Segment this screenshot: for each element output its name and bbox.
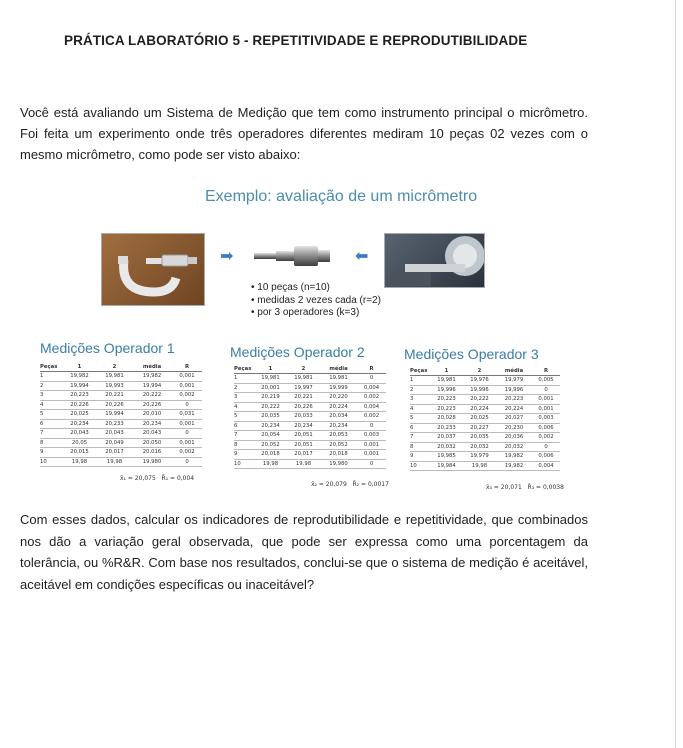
col-header: média (132, 362, 172, 372)
table-cell: 0,004 (532, 461, 560, 471)
table-cell: 19,981 (287, 374, 320, 384)
table-cell: 6 (410, 423, 430, 433)
table-cell: 4 (410, 404, 430, 414)
table-cell: 19,994 (97, 410, 132, 420)
col-header: média (496, 366, 532, 376)
table-cell: 20,043 (62, 429, 97, 439)
table-row (234, 440, 386, 450)
table-row (40, 448, 202, 458)
table-row (410, 452, 560, 462)
table-cell: 19,982 (132, 372, 172, 382)
table-row (234, 412, 386, 422)
col-header: R (172, 362, 202, 372)
table-cell: 19,981 (97, 372, 132, 382)
table-cell: 9 (40, 448, 62, 458)
table-cell: 20,230 (496, 423, 532, 433)
arrow-right-icon: ➡ (220, 248, 234, 265)
table-cell: 19,982 (62, 372, 97, 382)
col-header: Peças (40, 362, 62, 372)
bullet-parts: • 10 peças (n=10) (251, 282, 381, 295)
table-cell: 19,996 (463, 385, 496, 395)
table-cell: 20,224 (463, 404, 496, 414)
table-row (40, 419, 202, 429)
table-cell: 20,224 (320, 402, 357, 412)
table-row (410, 395, 560, 405)
table-cell: 20,054 (254, 431, 287, 441)
table-cell: 0,004 (357, 402, 386, 412)
col-header: 2 (463, 366, 496, 376)
table-cell: 19,996 (430, 385, 463, 395)
table-cell: 8 (40, 438, 62, 448)
table-cell: 1 (40, 372, 62, 382)
table-row (40, 372, 202, 382)
table-row (234, 393, 386, 403)
table-cell: 20,222 (132, 391, 172, 401)
table-cell: 5 (40, 410, 62, 420)
table-cell: 19,980 (132, 457, 172, 467)
table-cell: 20,051 (287, 431, 320, 441)
table-cell: 10 (410, 461, 430, 471)
table-cell: 4 (40, 400, 62, 410)
table-cell: 3 (410, 395, 430, 405)
table-cell: 0,005 (532, 376, 560, 386)
col-header: 2 (97, 362, 132, 372)
table-cell: 0,003 (357, 431, 386, 441)
table-cell: 20,226 (97, 400, 132, 410)
table-row (40, 410, 202, 420)
col-header: 1 (254, 364, 287, 374)
table-row (40, 429, 202, 439)
table-cell: 0 (357, 459, 386, 469)
table-cell: 19,98 (62, 457, 97, 467)
table-cell: 20,234 (62, 419, 97, 429)
table-cell: 20,233 (97, 419, 132, 429)
operator-2-mean: x̄₂ = 20,079 (311, 481, 347, 488)
table-cell: 20,018 (320, 450, 357, 460)
operator-3-table (410, 366, 560, 471)
table-cell: 7 (410, 433, 430, 443)
table-cell: 9 (234, 450, 254, 460)
table-cell: 20,027 (496, 414, 532, 424)
table-cell: 20,015 (62, 448, 97, 458)
table-cell: 8 (410, 442, 430, 452)
col-header: 1 (62, 362, 97, 372)
table-cell: 19,980 (320, 459, 357, 469)
table-cell: 19,98 (97, 457, 132, 467)
table-cell: 19,981 (320, 374, 357, 384)
table-cell: 20,032 (430, 442, 463, 452)
table-cell: 0,001 (532, 404, 560, 414)
table-cell: 0 (532, 442, 560, 452)
table-cell: 20,051 (287, 440, 320, 450)
table-cell: 7 (234, 431, 254, 441)
col-header: Peças (234, 364, 254, 374)
micrometer-photo (101, 233, 205, 306)
table-row (234, 450, 386, 460)
table-cell: 0,002 (532, 433, 560, 443)
table-cell: 20,226 (62, 400, 97, 410)
table-cell: 0,001 (357, 450, 386, 460)
table-cell: 20,220 (320, 393, 357, 403)
table-row (410, 376, 560, 386)
table-cell: 20,053 (320, 431, 357, 441)
table-cell: 20,017 (287, 450, 320, 460)
table-cell: 20,222 (463, 395, 496, 405)
table-cell: 20,226 (287, 402, 320, 412)
table-cell: 19,994 (132, 381, 172, 391)
table-row (410, 442, 560, 452)
operator-1-title: Medições Operador 1 (40, 340, 175, 356)
operator-3-range: R̄₃ = 0,0038 (527, 484, 564, 491)
table-cell: 20,052 (320, 440, 357, 450)
table-cell: 0,002 (172, 391, 202, 401)
table-cell: 2 (234, 383, 254, 393)
table-cell: 0,002 (172, 448, 202, 458)
table-cell: 20,219 (254, 393, 287, 403)
operator-3-title: Medições Operador 3 (404, 346, 539, 362)
table-cell: 6 (234, 421, 254, 431)
table-row (410, 423, 560, 433)
table-row (410, 433, 560, 443)
table-cell: 0,004 (357, 383, 386, 393)
table-cell: 20,234 (132, 419, 172, 429)
table-cell: 20,224 (496, 404, 532, 414)
table-cell: 0 (532, 385, 560, 395)
operator-1-table (40, 362, 202, 467)
table-cell: 20,035 (463, 433, 496, 443)
page-border (675, 0, 676, 748)
table-row (410, 461, 560, 471)
table-cell: 10 (234, 459, 254, 469)
col-header: Peças (410, 366, 430, 376)
table-cell: 20,028 (430, 414, 463, 424)
table-cell: 7 (40, 429, 62, 439)
table-cell: 0,031 (172, 410, 202, 420)
operator-2-table (234, 364, 386, 469)
bullet-repeats: • medidas 2 vezes cada (r=2) (251, 295, 381, 308)
table-cell: 20,043 (132, 429, 172, 439)
operator-3-mean: x̄₃ = 20,071 (486, 484, 522, 491)
table-cell: 20,050 (132, 438, 172, 448)
table-cell: 0,001 (172, 438, 202, 448)
table-row (410, 404, 560, 414)
table-cell: 20,034 (320, 412, 357, 422)
table-cell: 19,985 (430, 452, 463, 462)
table-cell: 19,979 (463, 452, 496, 462)
table-cell: 1 (234, 374, 254, 384)
table-row (234, 431, 386, 441)
table-cell: 0 (172, 429, 202, 439)
table-cell: 20,016 (132, 448, 172, 458)
table-cell: 0 (357, 421, 386, 431)
table-cell: 20,234 (254, 421, 287, 431)
table-cell: 20,037 (430, 433, 463, 443)
table-cell: 19,997 (287, 383, 320, 393)
workpiece-shaft (254, 241, 332, 271)
table-cell: 20,033 (287, 412, 320, 422)
table-cell: 0 (357, 374, 386, 384)
example-title: Exemplo: avaliação de um micrômetro (205, 188, 478, 205)
experiment-bullets (251, 282, 381, 320)
table-cell: 20,227 (463, 423, 496, 433)
table-cell: 3 (40, 391, 62, 401)
table-cell: 5 (234, 412, 254, 422)
table-cell: 19,98 (463, 461, 496, 471)
table-cell: 19,98 (287, 459, 320, 469)
table-cell: 20,025 (62, 410, 97, 420)
table-cell: 0,002 (357, 393, 386, 403)
col-header: R (357, 364, 386, 374)
table-cell: 20,043 (97, 429, 132, 439)
operator-2-range: R̄₂ = 0,0017 (352, 481, 389, 488)
table-row (40, 438, 202, 448)
table-cell: 0,003 (532, 414, 560, 424)
table-cell: 4 (234, 402, 254, 412)
table-row (234, 374, 386, 384)
table-cell: 0,002 (357, 412, 386, 422)
operator-1-summary (120, 475, 194, 482)
table-cell: 0,001 (532, 395, 560, 405)
table-row (40, 400, 202, 410)
operator-2-title: Medições Operador 2 (230, 344, 365, 360)
table-cell: 20,234 (287, 421, 320, 431)
table-cell: 20,226 (132, 400, 172, 410)
table-cell: 0,006 (532, 452, 560, 462)
question-paragraph: Com esses dados, calcular os indicadores de reprodutibilidade e repetitividade, que combinados nos dão a variação geral observada, que pode ser expressa como uma porcentagem da tolerância, ou %R&R. Com base nos resultados, conclui-se que o sistema de medição é aceitável, aceitável em condições específicas ou inaceitável? (20, 512, 588, 592)
table-cell: 19,982 (496, 461, 532, 471)
col-header: média (320, 364, 357, 374)
table-cell: 20,049 (97, 438, 132, 448)
operator-1-mean: x̄₁ = 20,075 (120, 475, 156, 482)
table-row (40, 381, 202, 391)
table-cell: 20,001 (254, 383, 287, 393)
table-cell: 19,981 (254, 374, 287, 384)
table-cell: 20,233 (430, 423, 463, 433)
table-cell: 19,976 (463, 376, 496, 386)
table-cell: 19,981 (430, 376, 463, 386)
col-header: R (532, 366, 560, 376)
col-header: 1 (430, 366, 463, 376)
table-cell: 20,223 (430, 404, 463, 414)
table-cell: 20,223 (62, 391, 97, 401)
table-cell: 19,982 (496, 452, 532, 462)
arrow-left-icon: ⬅ (355, 248, 369, 265)
table-cell: 19,996 (496, 385, 532, 395)
table-cell: 3 (234, 393, 254, 403)
intro-paragraph: Você está avaliando um Sistema de Medição que tem como instrumento principal o micrômetro. Foi feita um experimento onde três operadores diferentes mediram 10 peças 02 vezes com o mesmo micrômetro, como pode ser visto abaixo: (20, 105, 588, 162)
table-cell: 0 (172, 400, 202, 410)
table-cell: 19,979 (496, 376, 532, 386)
table-cell: 5 (410, 414, 430, 424)
table-cell: 20,222 (254, 402, 287, 412)
table-cell: 0,001 (172, 381, 202, 391)
table-row (234, 421, 386, 431)
table-cell: 20,05 (62, 438, 97, 448)
table-row (234, 402, 386, 412)
table-cell: 19,994 (62, 381, 97, 391)
table-row (410, 414, 560, 424)
table-cell: 19,98 (254, 459, 287, 469)
table-cell: 19,993 (97, 381, 132, 391)
table-cell: 10 (40, 457, 62, 467)
table-row (410, 385, 560, 395)
table-cell: 20,223 (496, 395, 532, 405)
table-cell: 20,010 (132, 410, 172, 420)
table-cell: 0,006 (532, 423, 560, 433)
table-cell: 20,032 (496, 442, 532, 452)
page-title: PRÁTICA LABORATÓRIO 5 - REPETITIVIDADE E REPRODUTIBILIDADE (64, 33, 528, 48)
bullet-operators: • por 3 operadores (k=3) (251, 307, 381, 320)
table-cell: 6 (40, 419, 62, 429)
table-cell: 20,017 (97, 448, 132, 458)
table-row (40, 457, 202, 467)
operator-1-range: R̄₁ = 0,004 (161, 475, 195, 482)
table-cell: 8 (234, 440, 254, 450)
table-cell: 20,223 (430, 395, 463, 405)
table-cell: 2 (40, 381, 62, 391)
table-row (234, 459, 386, 469)
col-header: 2 (287, 364, 320, 374)
table-cell: 2 (410, 385, 430, 395)
lathe-photo (384, 233, 485, 288)
table-cell: 20,221 (97, 391, 132, 401)
table-cell: 1 (410, 376, 430, 386)
table-cell: 0,001 (172, 419, 202, 429)
table-cell: 0,001 (357, 440, 386, 450)
table-cell: 9 (410, 452, 430, 462)
table-row (40, 391, 202, 401)
table-cell: 20,052 (254, 440, 287, 450)
table-cell: 20,036 (496, 433, 532, 443)
table-cell: 19,999 (320, 383, 357, 393)
table-cell: 0 (172, 457, 202, 467)
table-cell: 20,032 (463, 442, 496, 452)
table-cell: 20,018 (254, 450, 287, 460)
table-cell: 0,001 (172, 372, 202, 382)
table-cell: 20,035 (254, 412, 287, 422)
operator-2-summary (311, 481, 389, 488)
operator-3-summary (486, 484, 564, 491)
table-row (234, 383, 386, 393)
table-cell: 20,025 (463, 414, 496, 424)
table-cell: 19,984 (430, 461, 463, 471)
table-cell: 20,221 (287, 393, 320, 403)
table-cell: 20,234 (320, 421, 357, 431)
